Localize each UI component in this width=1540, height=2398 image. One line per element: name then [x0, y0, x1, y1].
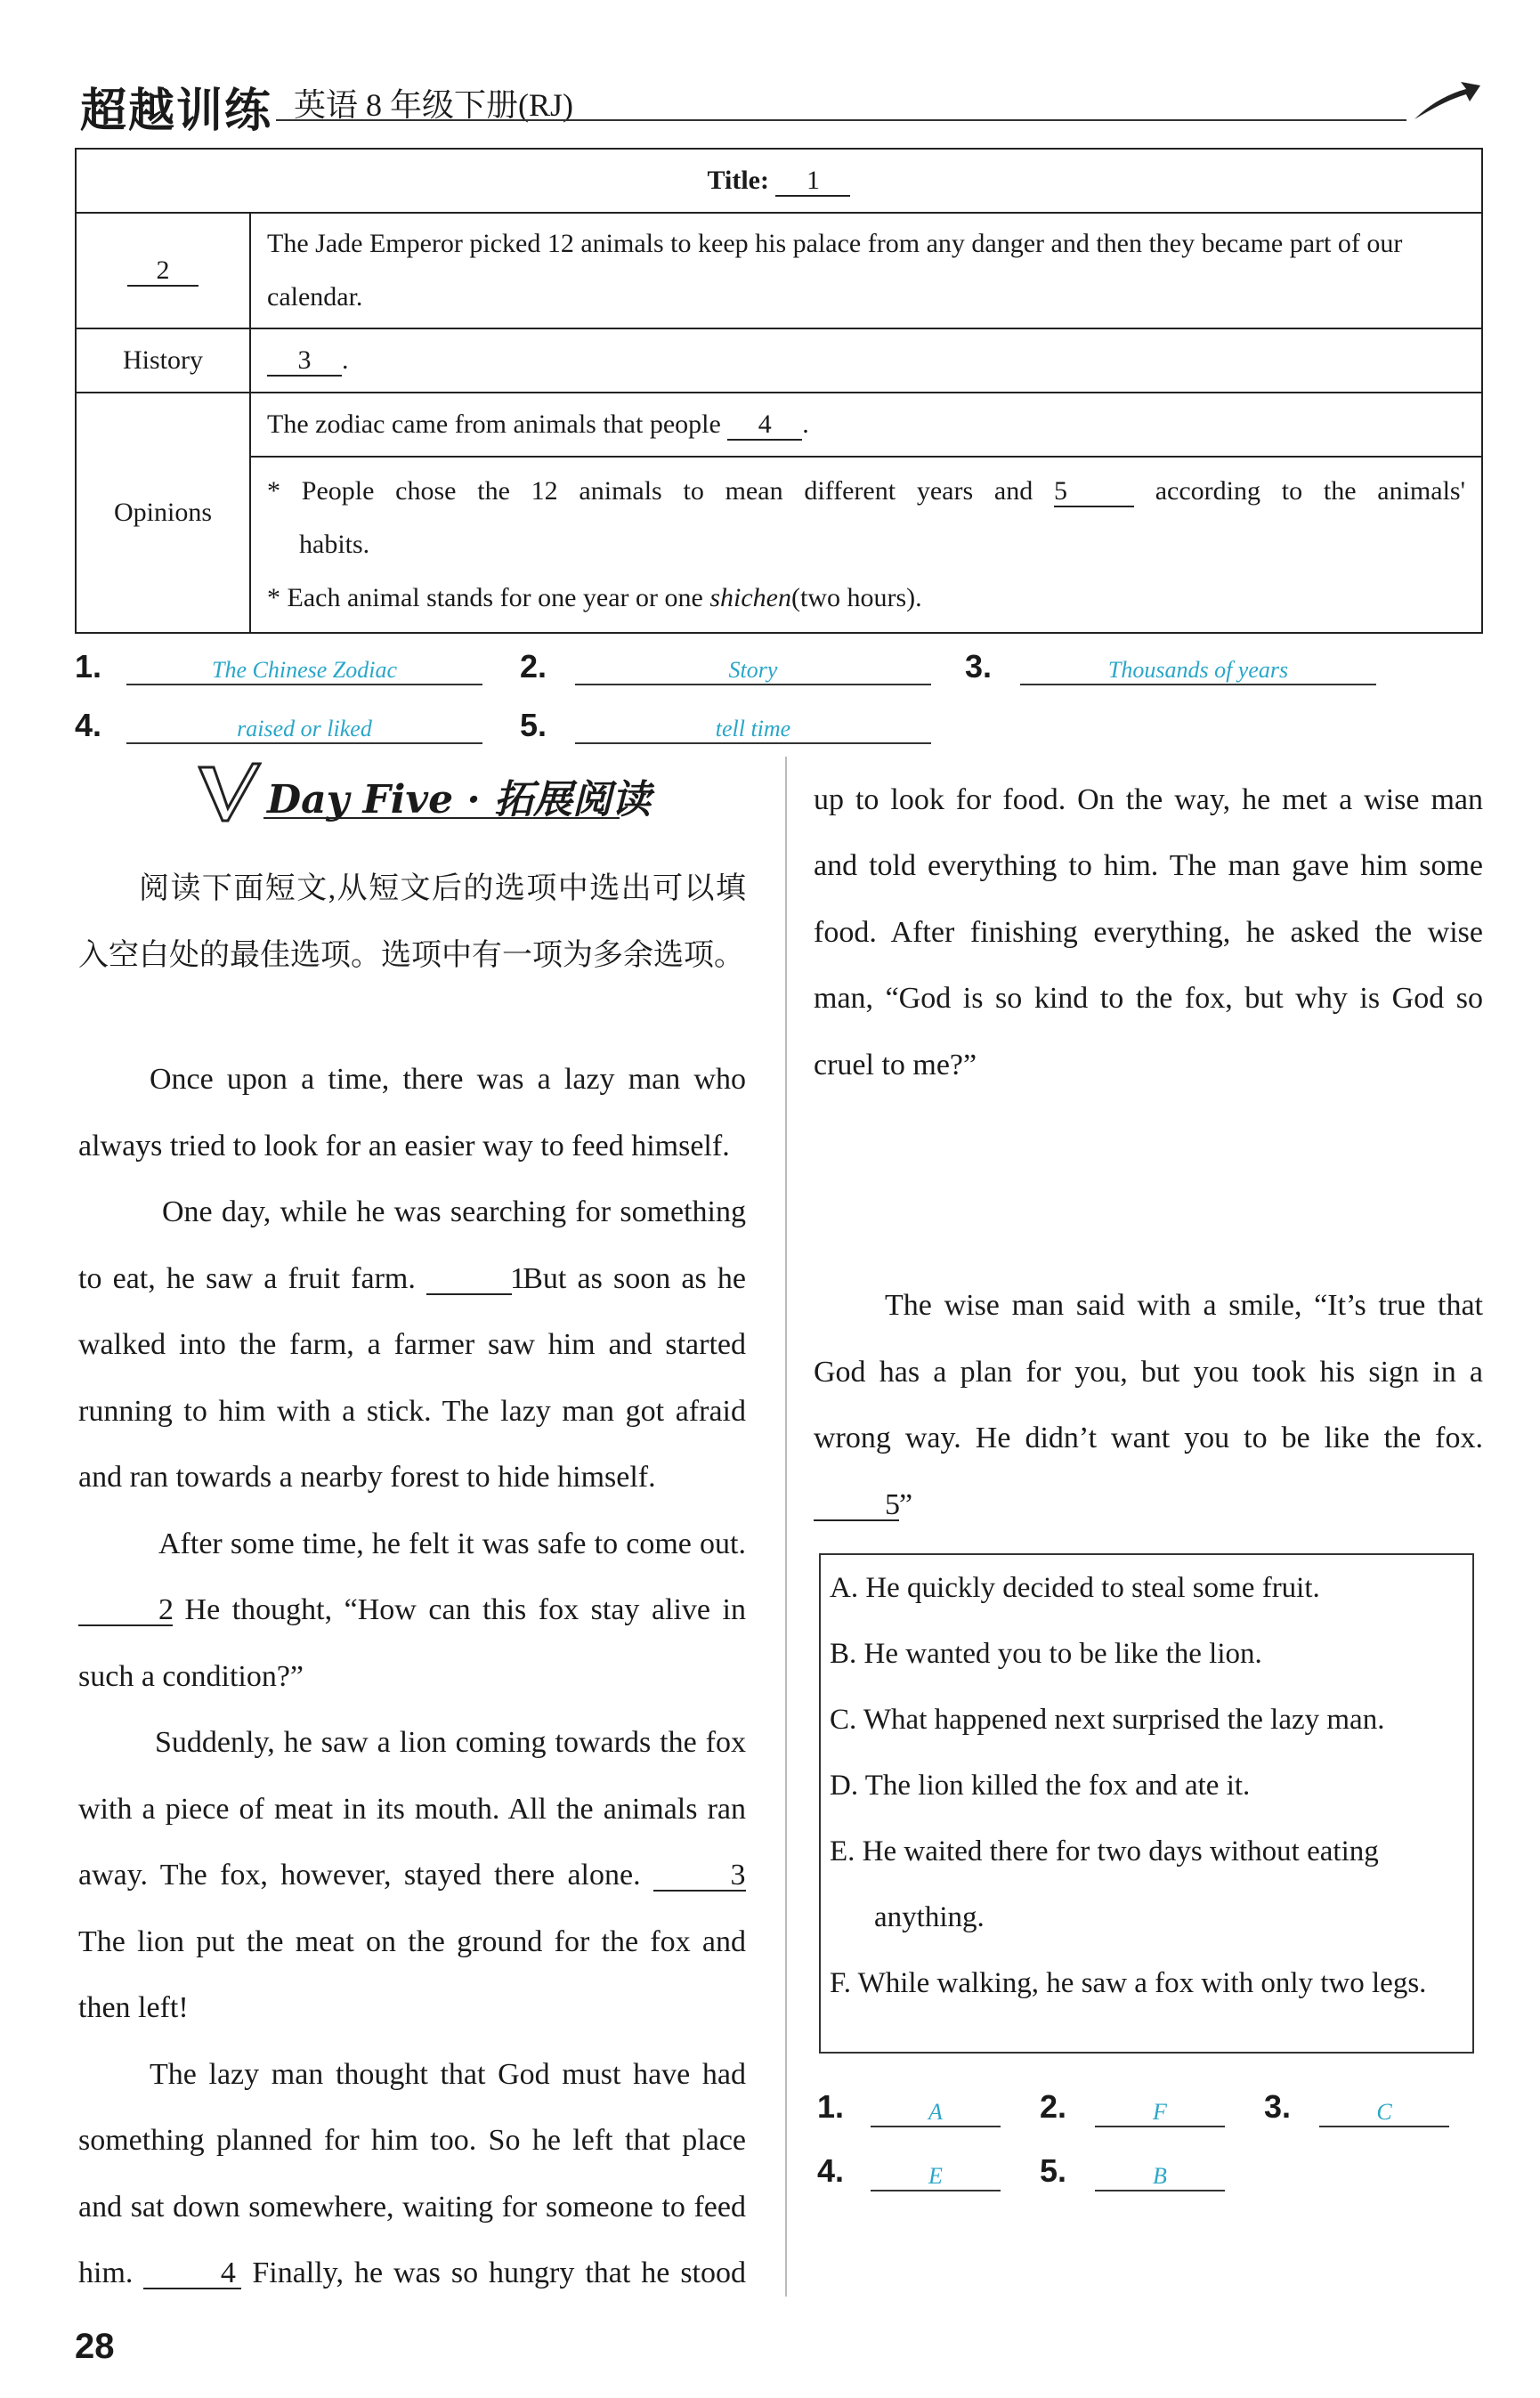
- options-box: [819, 1553, 1474, 2054]
- p2-part-b: But as soon as he walked into the farm, a farmer saw him and started running to him with a stick. The lazy man got afraid and ran towards a nearby forest to hide himself.: [78, 1261, 746, 1494]
- p5-part-b-cont: up to look for food. On the way, he met a wise man and told everything to him. The man gave him some food. After finishing everything, he asked the wise man, “God is so kind to the fox, but why is God so cruel to me?”: [814, 782, 1483, 1082]
- paragraph-6: [814, 1273, 1483, 1538]
- answer-value: E: [871, 2163, 1001, 2191]
- answer-num: 2.: [520, 648, 547, 685]
- p2-part-a: One day, while he was searching for something to eat, he saw a fruit farm.: [78, 1195, 746, 1295]
- p4-part-b: The lion put the meat on the ground for the fox and then left!: [78, 1924, 746, 2024]
- header-rule: [276, 119, 1406, 121]
- p6-part-a: The wise man said with a smile, “It’s true that God has a plan for you, but you took his sign in a wrong way. He didn’t want you to be like the fox.: [814, 1289, 1483, 1454]
- answer-value: F: [1095, 2099, 1225, 2127]
- opinion-1-text: The zodiac came from animals that people: [267, 409, 721, 439]
- passage-blank-5: 5: [814, 1491, 899, 1521]
- answer-value: C: [1319, 2099, 1449, 2127]
- answer-num: 4.: [75, 707, 102, 743]
- instructions: 阅读下面短文,从短文后的选项中选出可以填入空白处的最佳选项。选项中有一项为多余选项。: [78, 872, 746, 972]
- p3-part-b: He thought, “How can this fox stay alive in such a condition?”: [78, 1593, 746, 1693]
- answer-value: tell time: [575, 716, 931, 744]
- passage-blank-3: 3: [653, 1861, 746, 1892]
- row1-label-cell: [76, 213, 250, 328]
- blank-3: 3: [267, 346, 342, 377]
- answer-num: 1.: [75, 648, 102, 685]
- section-title: Day Five · 拓展阅读: [267, 777, 652, 822]
- paragraph-5-cont: [814, 757, 1483, 1098]
- option-e: E. He waited there for two days without eating anything.: [830, 1835, 1379, 1933]
- p5-part-a: The lazy man thought that God must have had something planned for him too. So he left that place and sat down somewhere, waiting for someone to feed him.: [78, 2057, 746, 2289]
- arrow-icon: [1411, 78, 1482, 123]
- answer-value: Thousands of years: [1020, 657, 1376, 685]
- right-column-clip: [0, 757, 1540, 1273]
- option-b: B. He wanted you to be like the lion.: [830, 1638, 1262, 1670]
- blank-5: 5: [1054, 477, 1134, 507]
- opinion-lines-2-3: [250, 457, 1482, 633]
- passage-blank-1: 1: [426, 1265, 512, 1295]
- option-a: A. He quickly decided to steal some fruit.: [830, 1572, 1320, 1604]
- summary-table: [75, 148, 1483, 634]
- row1-text: The Jade Emperor picked 12 animals to keep his palace from any danger and then they became part of our calendar.: [250, 213, 1482, 328]
- answer-num: 3.: [965, 648, 993, 685]
- opinion-3-end: (two hours).: [790, 583, 922, 612]
- answer-num: 1.: [817, 2088, 845, 2125]
- opinion-1-end: .: [802, 409, 809, 439]
- history-cell: [250, 328, 1482, 393]
- page-number: 28: [75, 2327, 115, 2366]
- table-title-cell: [76, 149, 1482, 213]
- blank-1: 1: [775, 166, 850, 197]
- opinion-line-1: [250, 393, 1482, 457]
- opinion-2-end: according to the animals': [1155, 476, 1465, 506]
- opinion-3-line: [267, 571, 1465, 625]
- answer-num: 3.: [1264, 2088, 1292, 2125]
- answer-num: 5.: [1040, 2152, 1067, 2189]
- opinion-2-cont: habits.: [299, 530, 370, 559]
- answer-num: 5.: [520, 707, 547, 743]
- option-d: D. The lion killed the fox and ate it.: [830, 1770, 1251, 1802]
- book-brand: 超越训练: [80, 85, 273, 138]
- answer-value: A: [871, 2099, 1001, 2127]
- paragraph-1: Once upon a time, there was a lazy man who always tried to look for an easier way to feed himself.: [78, 1063, 746, 1163]
- opinions-label: Opinions: [76, 393, 250, 633]
- blank-2: 2: [127, 256, 199, 287]
- p6-part-b: ”: [899, 1487, 913, 1521]
- passage-blank-4: 4: [143, 2259, 241, 2289]
- opinion-2-line: [267, 465, 1465, 518]
- passage-continued: [814, 757, 1483, 1098]
- blank-4: 4: [727, 410, 802, 441]
- paragraph-4: [78, 1710, 746, 2042]
- opinion-3-text: * Each animal stands for one year or one: [267, 583, 703, 612]
- p4-part-a: Suddenly, he saw a lion coming towards the fox with a piece of meat in its mouth. All the animals ran away. The fox, however, stayed there alone.: [78, 1726, 746, 1892]
- p5-part-b: Finally, he was so hungry that he stood: [252, 2256, 746, 2289]
- paragraph-5: [78, 2042, 746, 2297]
- answer-value: Story: [575, 657, 931, 685]
- book-subtitle: 英语 8 年级下册(RJ): [294, 87, 573, 123]
- history-label: History: [76, 328, 250, 393]
- option-f: F. While walking, he saw a fox with only two legs.: [830, 1967, 1427, 1999]
- answer-value: B: [1095, 2163, 1225, 2191]
- opinion-3-italic: shichen: [709, 583, 791, 612]
- answer-value: The Chinese Zodiac: [126, 657, 482, 685]
- title-label: Title:: [707, 166, 769, 195]
- answer-value: raised or liked: [126, 716, 482, 744]
- paragraph-3: [78, 1511, 746, 1711]
- p3-part-a: After some time, he felt it was safe to come out.: [158, 1527, 746, 1560]
- passage-blank-2: 2: [78, 1596, 173, 1626]
- opinion-2-text: * People chose the 12 animals to mean different years and: [267, 476, 1033, 506]
- history-period: .: [342, 345, 349, 375]
- answer-num: 2.: [1040, 2088, 1067, 2125]
- option-c: C. What happened next surprised the lazy man.: [830, 1704, 1385, 1736]
- answer-num: 4.: [817, 2152, 845, 2189]
